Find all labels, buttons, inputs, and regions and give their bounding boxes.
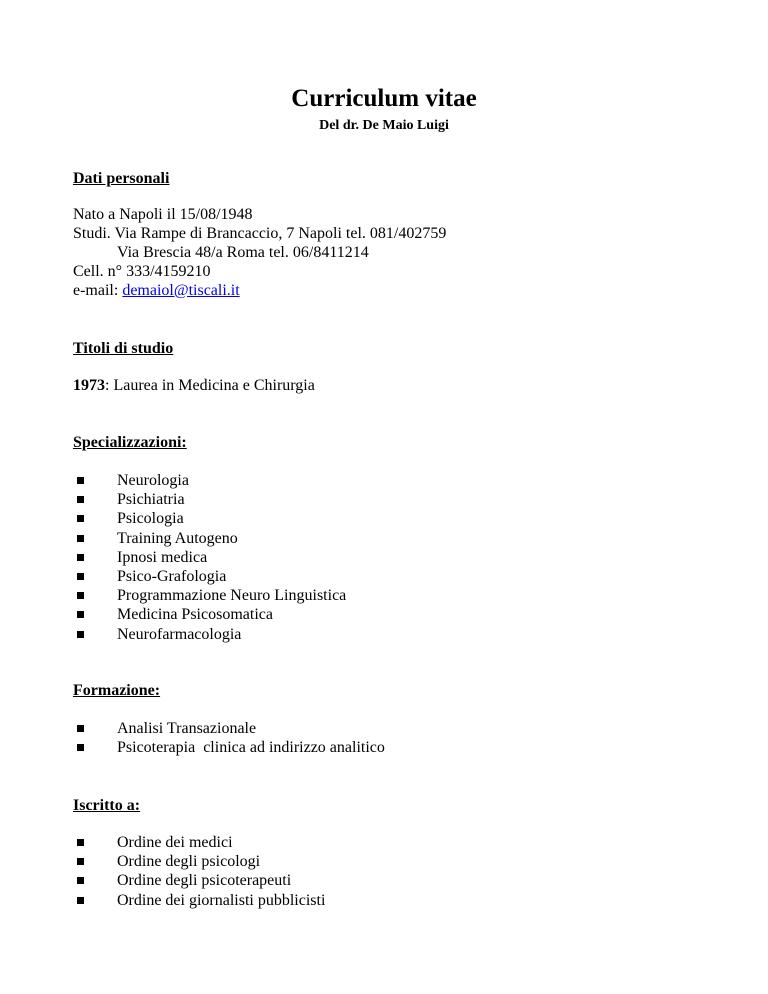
email-label: e-mail: — [73, 282, 123, 299]
section-heading-iscritto-a: Iscritto a: — [73, 797, 141, 814]
square-bullet-icon — [77, 725, 84, 732]
list-item-label: Analisi Transazionale — [117, 720, 257, 737]
specializzazioni-list — [73, 471, 346, 644]
square-bullet-icon — [77, 877, 84, 884]
square-bullet-icon — [77, 744, 84, 751]
square-bullet-icon — [77, 535, 84, 542]
studio-address-roma: Via Brescia 48/a Roma tel. 06/8411214 — [117, 244, 369, 261]
list-item — [73, 852, 325, 871]
list-item — [73, 719, 385, 738]
square-bullet-icon — [77, 631, 84, 638]
square-bullet-icon — [77, 592, 84, 599]
square-bullet-icon — [77, 839, 84, 846]
list-item-label: Training Autogeno — [117, 529, 238, 547]
list-item-label: Programmazione Neuro Linguistica — [117, 587, 347, 605]
list-item-label: Medicina Psicosomatica — [117, 606, 273, 624]
list-item — [73, 871, 325, 890]
list-item — [73, 586, 346, 605]
section-heading-specializzazioni: Specializzazioni: — [73, 434, 187, 451]
list-item-label: Ordine dei medici — [117, 834, 233, 851]
studio-address-napoli: Studi. Via Rampe di Brancaccio, 7 Napoli tel. 081/402759 — [73, 225, 447, 242]
email-link[interactable]: demaiol@tiscali.it — [122, 282, 240, 299]
iscritto-list — [73, 833, 325, 910]
list-item-label: Psicologia — [117, 510, 184, 528]
cell-phone: Cell. n° 333/4159210 — [73, 263, 211, 280]
square-bullet-icon — [77, 611, 84, 618]
formazione-list — [73, 719, 385, 757]
square-bullet-icon — [77, 858, 84, 865]
list-item — [73, 833, 325, 852]
list-item — [73, 529, 346, 548]
list-item — [73, 567, 346, 586]
list-item — [73, 605, 346, 624]
list-item-label: Ordine degli psicoterapeuti — [117, 872, 292, 890]
list-item-label: Psichiatria — [117, 491, 185, 509]
section-heading-formazione: Formazione: — [73, 682, 161, 699]
document-subtitle: Del dr. De Maio Luigi — [319, 118, 449, 133]
birth-info: Nato a Napoli il 15/08/1948 — [73, 206, 253, 223]
section-heading-dati-personali: Dati personali — [73, 170, 170, 187]
list-item — [73, 509, 346, 528]
list-item-label: Neurologia — [117, 472, 189, 489]
list-item-label: Psico-Grafologia — [117, 567, 227, 585]
square-bullet-icon — [77, 897, 84, 904]
list-item — [73, 471, 346, 490]
list-item — [73, 738, 385, 757]
list-item — [73, 548, 346, 567]
section-heading-titoli-di-studio: Titoli di studio — [73, 340, 174, 357]
degree-year: 1973 — [73, 377, 105, 394]
degree-line — [73, 376, 315, 395]
list-item-label: Ipnosi medica — [117, 548, 208, 566]
square-bullet-icon — [77, 496, 84, 503]
list-item-label: Ordine degli psicologi — [117, 853, 261, 871]
square-bullet-icon — [77, 515, 84, 522]
email-line — [73, 281, 240, 300]
list-item-label: Ordine dei giornalisti pubblicisti — [117, 891, 326, 909]
degree-name: : Laurea in Medicina e Chirurgia — [105, 377, 315, 394]
list-item — [73, 490, 346, 509]
document-title: Curriculum vitae — [291, 85, 477, 112]
list-item-label: Psicoterapia clinica ad indirizzo analitico — [117, 739, 385, 757]
list-item — [73, 891, 325, 910]
square-bullet-icon — [77, 477, 84, 484]
square-bullet-icon — [77, 573, 84, 580]
square-bullet-icon — [77, 554, 84, 561]
list-item-label: Neurofarmacologia — [117, 625, 242, 643]
list-item — [73, 625, 346, 644]
